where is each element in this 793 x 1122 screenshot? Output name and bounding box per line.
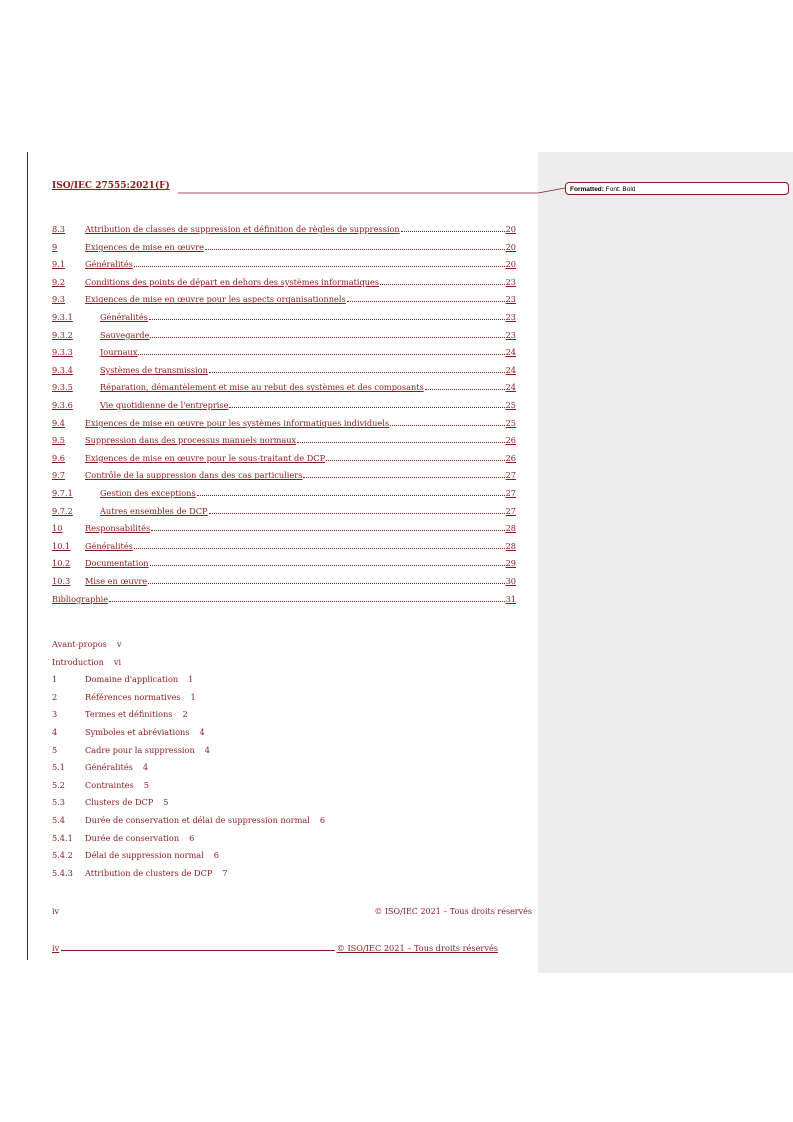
toc-entry-number: 9.7 <box>52 470 66 481</box>
toc-entry-page: 26 <box>505 452 516 463</box>
deleted-toc-entry <box>52 832 194 844</box>
toc-dot-leader <box>347 301 505 302</box>
deleted-footer-copyright: © ISO/IEC 2021 – Tous droits réservés <box>374 907 532 916</box>
comment-label: Formatted: <box>570 186 604 193</box>
deleted-toc-entry <box>52 638 122 650</box>
toc-entry-title: Journaux <box>100 347 138 358</box>
toc-entry-title: Exigences de mise en œuvre pour les systèmes informatiques individuels <box>85 417 390 428</box>
toc-entry[interactable] <box>52 417 516 429</box>
toc-entry-page: 24 <box>505 347 516 358</box>
toc-entry-title: Suppression dans des processus manuels normaux <box>85 435 297 446</box>
toc-entry-number: 9.3.6 <box>52 400 73 410</box>
deleted-toc-page: 5 <box>163 797 169 808</box>
toc-entry-page: 23 <box>505 329 516 340</box>
toc-dot-leader <box>150 565 505 566</box>
toc-dot-leader <box>149 319 505 320</box>
deleted-toc-title: Délai de suppression normal <box>85 850 204 861</box>
toc-entry-page: 20 <box>505 241 516 252</box>
toc-entry-page: 20 <box>505 224 516 234</box>
toc-entry-number: 9.1 <box>52 259 66 270</box>
toc-entry-number: 9.3.3 <box>52 347 73 358</box>
toc-dot-leader <box>150 337 504 338</box>
toc-dot-leader <box>134 266 505 267</box>
deleted-toc-page: 4 <box>199 727 205 737</box>
page-footer <box>52 942 498 954</box>
deleted-toc-number: 5.4.2 <box>52 850 73 861</box>
toc-entry-page: 25 <box>505 400 516 410</box>
deleted-toc-page: 7 <box>222 867 228 878</box>
deleted-toc-page: vi <box>113 656 122 667</box>
deleted-toc-title: Durée de conservation <box>85 832 180 843</box>
toc-entry-number: 9.6 <box>52 452 66 463</box>
toc-dot-leader <box>390 425 505 426</box>
toc-dot-leader <box>109 601 505 602</box>
toc-dot-leader <box>148 583 504 584</box>
toc-dot-leader <box>297 442 504 443</box>
deleted-toc-page: 6 <box>213 850 219 861</box>
document-header-title: ISO/IEC 27555:2021(F) <box>52 181 170 191</box>
toc-entry[interactable] <box>52 241 516 253</box>
deleted-toc-number: 4 <box>52 727 58 737</box>
deleted-toc-entry <box>52 814 325 826</box>
deleted-toc-number: 3 <box>52 709 58 720</box>
deleted-toc-page: 4 <box>204 744 210 755</box>
toc-entry-title: Généralités <box>100 312 148 322</box>
deleted-toc-entry <box>52 761 148 773</box>
toc-entry-title: Exigences de mise en œuvre <box>85 241 205 252</box>
toc-entry-number: 10 <box>52 523 63 534</box>
deleted-toc-page: 6 <box>319 815 326 825</box>
deleted-toc-entry <box>52 867 228 879</box>
toc-entry-page: 23 <box>505 312 516 322</box>
toc-dot-leader <box>209 513 505 514</box>
deleted-toc-title: Attribution de clusters de DCP <box>85 867 213 878</box>
deleted-footer <box>52 906 532 918</box>
deleted-toc-title: Clusters de DCP <box>85 797 154 808</box>
toc-entry[interactable] <box>52 346 516 358</box>
deleted-toc-entry <box>52 796 168 808</box>
toc-dot-leader <box>205 249 505 250</box>
toc-dot-leader <box>229 407 504 408</box>
toc-entry-number: 9.7.2 <box>52 505 73 516</box>
toc-entry-page: 20 <box>505 259 516 270</box>
toc-entry-title: Responsabilités <box>85 523 151 534</box>
toc-entry[interactable] <box>52 399 516 411</box>
toc-entry-number: 9.3.2 <box>52 329 73 340</box>
deleted-toc-number: 2 <box>52 691 58 702</box>
toc-entry-number: 10.3 <box>52 576 71 586</box>
deleted-toc-entry <box>52 673 193 685</box>
toc-entry[interactable] <box>52 258 516 270</box>
toc-entry-page: 30 <box>505 576 516 586</box>
deleted-toc-number: 1 <box>52 674 58 685</box>
toc-entry-title: Généralités <box>85 259 133 270</box>
toc-dot-leader <box>425 389 505 390</box>
toc-dot-leader <box>380 284 505 285</box>
toc-entry-page: 27 <box>505 505 516 516</box>
toc-entry[interactable] <box>52 575 516 587</box>
toc-entry-title: Exigences de mise en œuvre pour les aspects organisationnels <box>85 294 346 305</box>
toc-entry-number: 9.3.4 <box>52 364 73 375</box>
toc-entry-number: 9.3 <box>52 294 66 305</box>
deleted-toc-title: Introduction <box>52 656 104 667</box>
deleted-toc-title: Avant-propos <box>52 639 107 649</box>
formatting-comment-balloon[interactable] <box>565 182 789 195</box>
toc-entry-title: Autres ensembles de DCP <box>100 505 208 516</box>
deleted-toc-title: Termes et définitions <box>85 709 173 720</box>
comment-text: Font: Bold <box>605 186 636 193</box>
toc-dot-leader <box>209 372 505 373</box>
deleted-toc-number: 5.4.3 <box>52 867 73 878</box>
toc-entry[interactable] <box>52 540 516 552</box>
deleted-toc-page: 6 <box>189 832 195 843</box>
deleted-toc-page: 2 <box>182 709 188 720</box>
toc-entry-title: Systèmes de transmission <box>100 364 208 375</box>
toc-entry[interactable] <box>52 434 516 446</box>
toc-entry-number: 9.5 <box>52 435 66 446</box>
toc-entry[interactable] <box>52 293 516 305</box>
deleted-toc-number: 5.4 <box>52 815 66 825</box>
footer-page-number: iv <box>52 943 60 953</box>
toc-entry[interactable] <box>52 522 516 534</box>
toc-dot-leader <box>401 231 505 232</box>
toc-entry-number: 9.4 <box>52 417 66 428</box>
toc-entry[interactable] <box>52 593 516 605</box>
toc-entry-title: Exigences de mise en œuvre pour le sous-traitant de DCP <box>85 452 326 463</box>
deleted-toc-title: Références normatives <box>85 691 181 702</box>
toc-dot-leader <box>326 460 505 461</box>
deleted-toc-entry <box>52 708 188 720</box>
deleted-toc-page: 1 <box>188 674 194 685</box>
toc-entry[interactable] <box>52 276 516 288</box>
deleted-toc-page: 5 <box>143 779 149 790</box>
deleted-toc-page: 1 <box>190 691 196 702</box>
toc-entry-page: 23 <box>505 276 516 287</box>
toc-entry[interactable] <box>52 223 516 235</box>
deleted-toc-number: 5.1 <box>52 762 66 773</box>
deleted-toc-page: v <box>116 639 122 649</box>
toc-entry-title: Bibliographie <box>52 593 109 604</box>
footer-rule <box>61 950 334 951</box>
toc-entry-number: 9.3.5 <box>52 382 73 393</box>
deleted-toc-title: Cadre pour la suppression <box>85 744 195 755</box>
toc-entry[interactable] <box>52 329 516 341</box>
deleted-toc-entry <box>52 691 196 703</box>
toc-entry-title: Gestion des exceptions <box>100 488 196 498</box>
toc-entry-page: 28 <box>505 540 516 551</box>
deleted-toc-page: 4 <box>142 762 149 773</box>
deleted-toc-entry <box>52 779 149 791</box>
toc-dot-leader <box>138 354 504 355</box>
toc-entry[interactable] <box>52 487 516 499</box>
toc-entry-number: 9 <box>52 241 58 252</box>
toc-entry-number: 10.1 <box>52 540 71 551</box>
toc-entry-title: Documentation <box>85 558 149 569</box>
toc-entry-number: 9.7.1 <box>52 488 73 498</box>
deleted-toc-number: 5.2 <box>52 779 66 790</box>
toc-entry-title: Conditions des points de départ en dehors des systèmes informatiques <box>85 276 380 287</box>
toc-entry[interactable] <box>52 311 516 323</box>
deleted-toc-title: Contraintes <box>85 779 134 790</box>
toc-entry-number: 8.3 <box>52 224 66 234</box>
toc-entry[interactable] <box>52 381 516 393</box>
deleted-toc-title: Domaine d'application <box>85 674 179 685</box>
toc-dot-leader <box>151 530 504 531</box>
deleted-toc-entry <box>52 656 121 668</box>
toc-entry-page: 25 <box>505 417 516 428</box>
toc-entry-page: 24 <box>505 382 516 393</box>
toc-entry[interactable] <box>52 452 516 464</box>
toc-entry-page: 24 <box>505 364 516 375</box>
toc-entry[interactable] <box>52 469 516 481</box>
deleted-toc-number: 5.4.1 <box>52 832 73 843</box>
toc-entry-page: 31 <box>505 593 516 604</box>
toc-entry-title: Contrôle de la suppression dans des cas particuliers <box>85 470 303 481</box>
footer-copyright: © ISO/IEC 2021 – Tous droits réservés <box>336 943 498 953</box>
toc-entry-page: 23 <box>505 294 516 305</box>
toc-entry-title: Généralités <box>85 540 133 551</box>
toc-dot-leader <box>134 548 505 549</box>
toc-entry-number: 9.2 <box>52 276 66 287</box>
toc-entry-title: Sauvegarde <box>100 329 150 340</box>
toc-entry-page: 28 <box>505 523 516 534</box>
toc-entry[interactable] <box>52 505 516 517</box>
toc-dot-leader <box>303 477 504 478</box>
deleted-toc-entry <box>52 726 205 738</box>
toc-entry-number: 9.3.1 <box>52 312 73 322</box>
toc-entry-title: Attribution de classes de suppression et définition de règles de suppression <box>85 224 400 234</box>
toc-entry[interactable] <box>52 364 516 376</box>
deleted-toc-entry <box>52 849 219 861</box>
toc-entry-title: Mise en œuvre <box>85 576 148 586</box>
deleted-toc-number: 5 <box>52 744 58 755</box>
toc-entry-page: 27 <box>505 488 516 498</box>
toc-entry-page: 27 <box>505 470 516 481</box>
toc-entry[interactable] <box>52 557 516 569</box>
toc-entry-page: 29 <box>505 558 516 569</box>
toc-entry-title: Vie quotidienne de l'entreprise <box>100 400 229 410</box>
deleted-toc-title: Durée de conservation et délai de suppression normal <box>85 815 310 825</box>
toc-entry-page: 26 <box>505 435 516 446</box>
toc-entry-number: 10.2 <box>52 558 71 569</box>
deleted-toc-title: Symboles et abréviations <box>85 727 190 737</box>
deleted-toc-title: Généralités <box>85 762 133 773</box>
deleted-toc-entry <box>52 744 210 756</box>
toc-entry-title: Réparation, démantèlement et mise au rebut des systèmes et des composants <box>100 382 424 393</box>
deleted-toc-number: 5.3 <box>52 797 66 808</box>
toc-dot-leader <box>197 495 505 496</box>
deleted-footer-page: iv <box>52 907 60 916</box>
